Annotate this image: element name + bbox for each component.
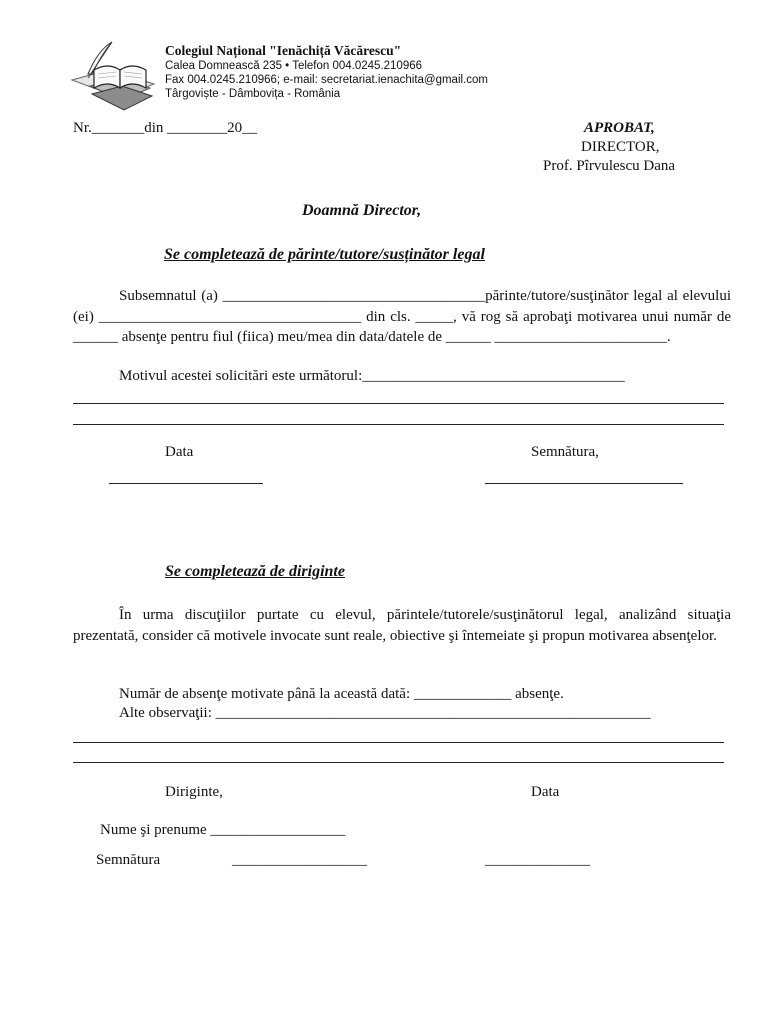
school-city: Târgoviște - Dâmbovița - România xyxy=(165,88,341,100)
parent-section-title: Se completează de părinte/tutore/susținător legal xyxy=(164,246,485,263)
director-name: Prof. Pîrvulescu Dana xyxy=(543,158,676,174)
teacher-assessment-paragraph: În urma discuţiilor purtate cu elevul, părintele/tutorele/susţinătorul legal, analizând situaţia prezentată, consider că motivele invocate sunt reale, obiective şi întemeiate şi propun motivarea absenţelor. xyxy=(73,607,731,644)
school-address: Calea Domnească 235 • Telefon 004.0245.210966 xyxy=(165,60,423,72)
observations-blank-line-1 xyxy=(73,742,724,743)
reason-blank-line-1 xyxy=(73,403,724,404)
reason-line: Motivul acestei solicitări este următorul:___________________________________ xyxy=(119,368,625,384)
director-label: DIRECTOR, xyxy=(581,139,660,155)
absences-count-line: Număr de absenţe motivate până la această dată: _____________ absenţe. xyxy=(119,686,564,702)
parent-signature-label: Semnătura, xyxy=(531,444,599,460)
observations-blank-line-2 xyxy=(73,762,724,763)
book-quill-logo xyxy=(68,40,158,112)
teacher-signature-blank: __________________ xyxy=(232,852,367,868)
approved-label: APROBAT, xyxy=(584,120,655,136)
teacher-name-line: Nume şi prenume __________________ xyxy=(100,822,346,838)
parent-date-label: Data xyxy=(165,444,194,460)
salutation: Doamnă Director, xyxy=(302,202,422,219)
parent-request-paragraph: Subsemnatul (a) ___________________________________părinte/tutore/susţinător legal al elevului (ei) ___________________________________ din cls. _____, vă rog să aprobaţi motivarea unui număr de ______ absenţe pentru fiul (fiica) meu/mea din data/datele de ______ _______________________. xyxy=(73,288,731,345)
teacher-date-blank: ______________ xyxy=(485,852,590,868)
teacher-label: Diriginte, xyxy=(165,784,223,800)
teacher-signature-label: Semnătura xyxy=(96,852,161,868)
school-fax-email: Fax 004.0245.210966; e-mail: secretariat.ienachita@gmail.com xyxy=(165,74,488,86)
teacher-section-title: Se completează de diriginte xyxy=(165,563,345,580)
teacher-date-label: Data xyxy=(531,784,560,800)
registration-number-line: Nr._______din ________20__ xyxy=(73,120,258,136)
reason-blank-line-2 xyxy=(73,424,724,425)
observations-line: Alte observaţii: __________________________________________________________ xyxy=(119,705,651,721)
parent-signature-blank xyxy=(485,483,683,484)
parent-date-blank xyxy=(109,483,263,484)
school-name: Colegiul Național "Ienăchiță Văcărescu" xyxy=(165,43,402,58)
